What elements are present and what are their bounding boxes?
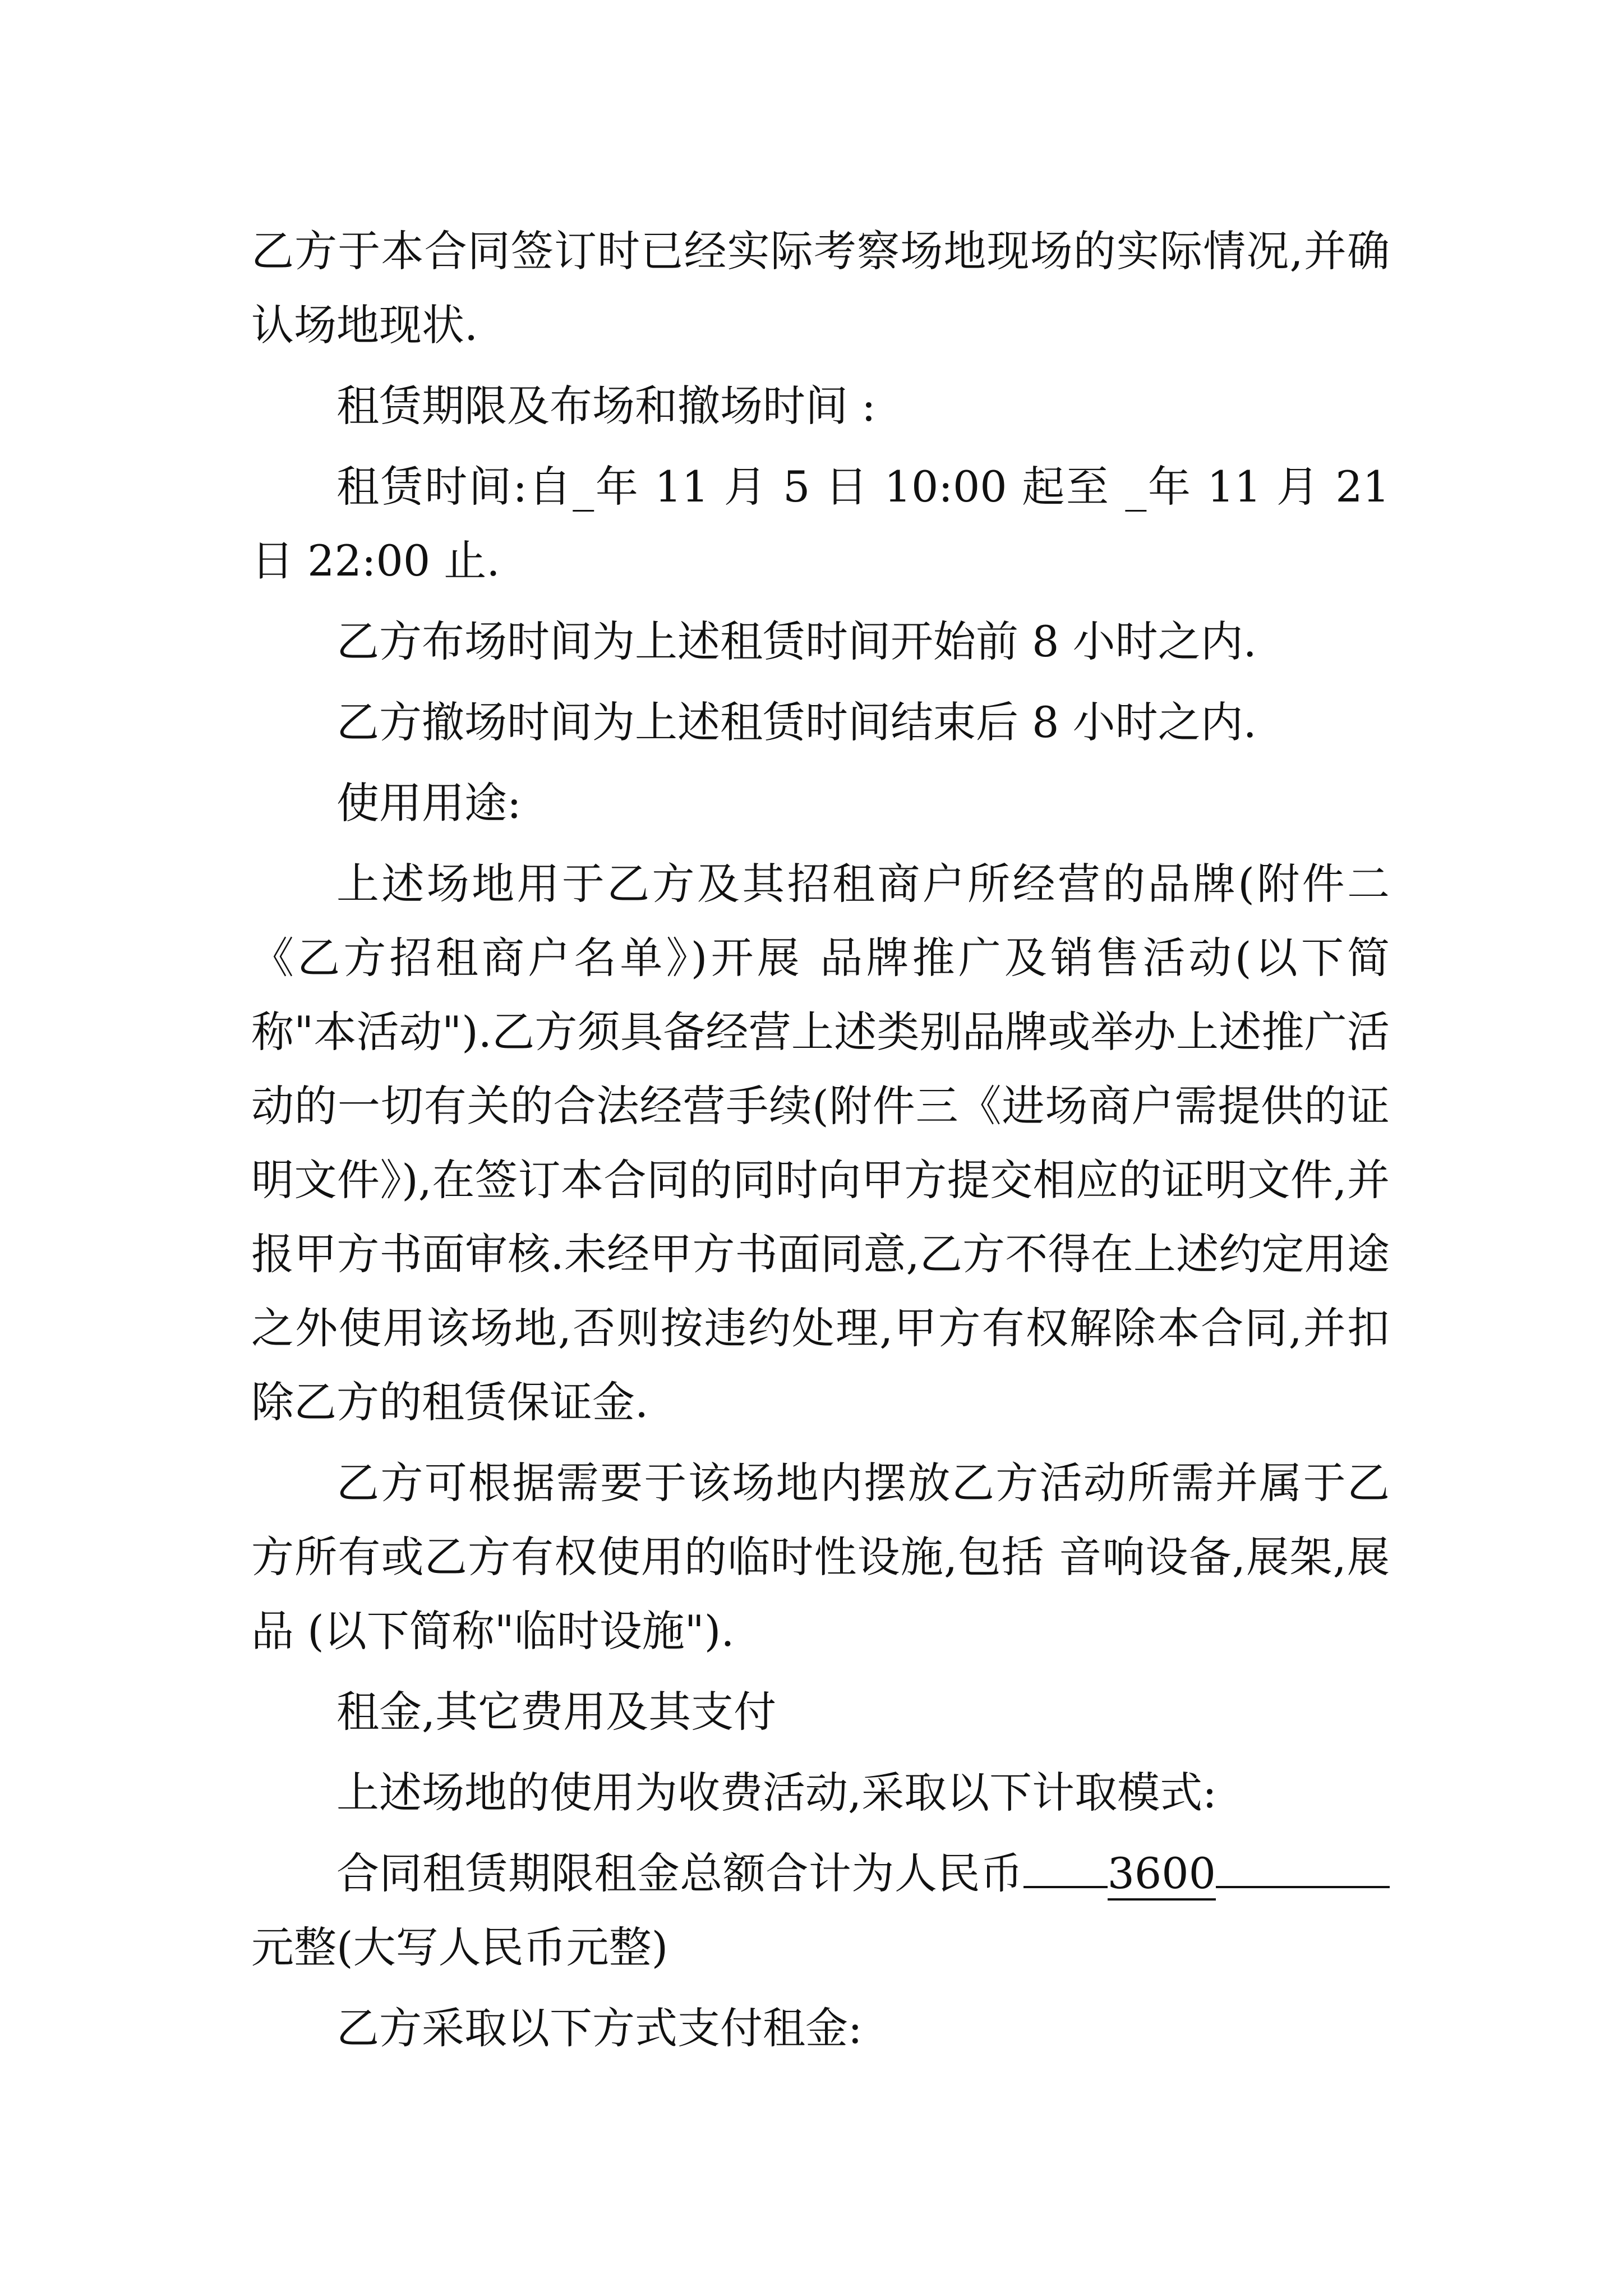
paragraph-rent-total <box>251 1837 1390 1985</box>
paragraph-payment-method: 乙方采取以下方式支付租金: <box>336 2003 863 2053</box>
rent-total-amount: 3600 <box>1108 1848 1216 1901</box>
paragraph-rent-heading: 租金,其它费用及其支付 <box>336 1687 777 1737</box>
paragraph-usage-heading: 使用用途: <box>336 778 522 828</box>
underline-blank-after-amount <box>1216 1847 1390 1888</box>
paragraph-usage-details: 上述场地用于乙方及其招租商户所经营的品牌(附件二《乙方招租商户名单》)开展 品牌推广及销售活动(以下简称"本活动").乙方须具备经营上述类别品牌或举办上述推广活动的一切有关的合法经营手续(附件三《进场商户需提供的证明文件》),在签订本合同的同时向甲方提交相应的证明文件,并报甲方书面审核.未经甲方书面同意,乙方不得在上述约定用途之外使用该场地,否则按违约处理,甲方有权解除本合同,并扣除乙方的租赁保证金. <box>251 859 1390 1427</box>
paragraph-lease-time: 租赁时间:自_年 11 月 5 日 10:00 起至 _年 11 月 21 日 22:00 止. <box>251 462 1390 586</box>
rent-total-prefix: 合同租赁期限租金总额合计为人民币 <box>336 1848 1023 1898</box>
document-body <box>251 214 1390 2065</box>
paragraph-setup-time: 乙方布场时间为上述租赁时间开始前 8 小时之内. <box>336 616 1257 666</box>
rent-total-suffix: 元整(大写人民币元整) <box>251 1922 668 1972</box>
underline-blank-before-amount <box>1023 1847 1108 1888</box>
paragraph-lease-term-heading: 租赁期限及布场和撤场时间 : <box>336 381 876 431</box>
paragraph-teardown-time: 乙方撤场时间为上述租赁时间结束后 8 小时之内. <box>336 697 1257 747</box>
paragraph-temporary-facilities: 乙方可根据需要于该场地内摆放乙方活动所需并属于乙方所有或乙方有权使用的临时性设施,包括 音响设备,展架,展品 (以下简称"临时设施"). <box>251 1458 1390 1656</box>
paragraph-charging-mode: 上述场地的使用为收费活动,采取以下计取模式: <box>336 1768 1217 1818</box>
paragraph-site-confirmation: 乙方于本合同签订时已经实际考察场地现场的实际情况,并确认场地现状. <box>251 226 1390 350</box>
